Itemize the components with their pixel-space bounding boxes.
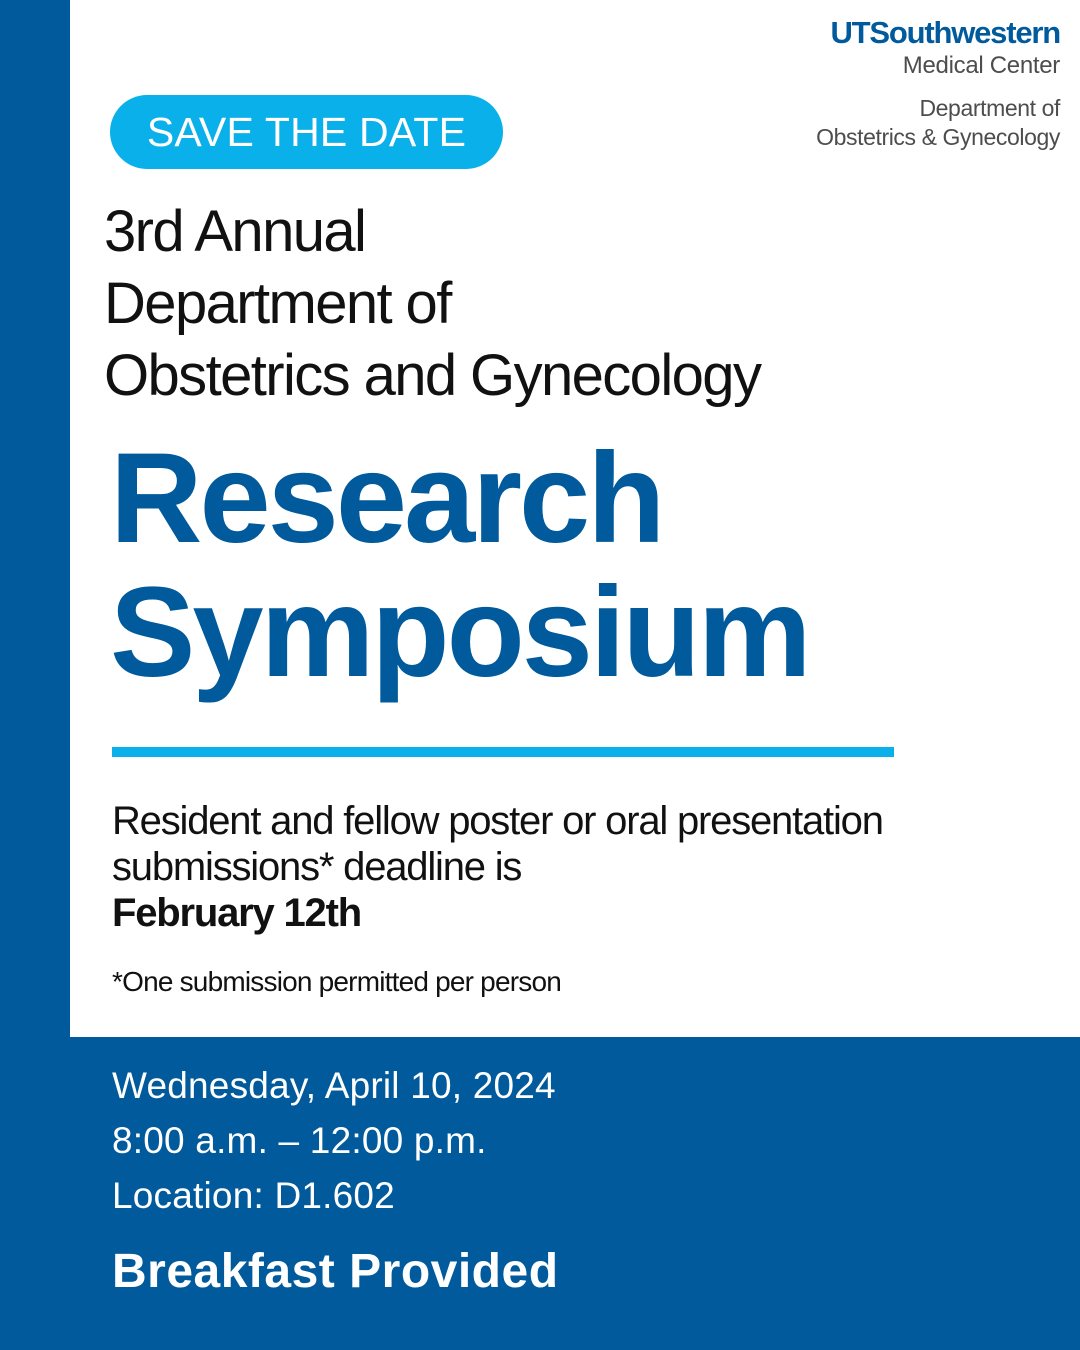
- submission-text: Resident and fellow poster or oral presentation submissions* deadline is: [112, 799, 883, 889]
- event-title: [110, 427, 809, 704]
- title-line-1: Research: [110, 427, 663, 570]
- submission-footnote: *One submission permitted per person: [112, 966, 561, 997]
- event-details: [112, 1058, 556, 1223]
- submission-info: [112, 798, 992, 936]
- subtitle-line-2: Department of: [104, 271, 451, 336]
- breakfast-note: Breakfast Provided: [112, 1245, 559, 1298]
- divider-rule: [112, 747, 894, 757]
- title-line-2: Symposium: [110, 561, 809, 704]
- subtitle-line-3: Obstetrics and Gynecology: [104, 343, 761, 408]
- logo-subline: Medical Center: [902, 52, 1060, 79]
- subtitle-line-1: 3rd Annual: [104, 199, 366, 264]
- department-line-1: Department of: [919, 95, 1060, 121]
- event-location: Location: D1.602: [112, 1175, 395, 1216]
- event-date: Wednesday, April 10, 2024: [112, 1065, 556, 1106]
- save-the-date-badge: SAVE THE DATE: [110, 95, 503, 169]
- event-time: 8:00 a.m. – 12:00 p.m.: [112, 1120, 487, 1161]
- submission-deadline: February 12th: [112, 891, 361, 935]
- department-line-2: Obstetrics & Gynecology: [816, 124, 1060, 150]
- utsw-logo: [831, 14, 1061, 80]
- department-name: [816, 94, 1060, 152]
- logo-wordmark: UTSouthwestern: [830, 15, 1060, 50]
- event-subtitle: [104, 196, 760, 412]
